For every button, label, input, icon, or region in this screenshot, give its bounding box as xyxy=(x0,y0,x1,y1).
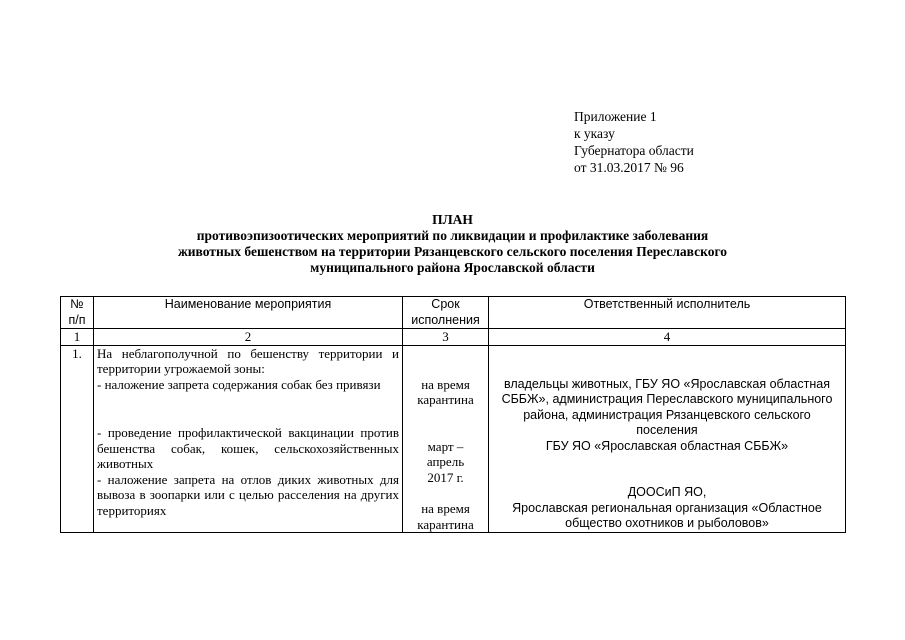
term-3-line-b: карантина xyxy=(417,516,474,532)
table-colnum-row xyxy=(61,329,846,346)
term-1-line-b: карантина xyxy=(417,392,474,407)
resp-3-line-a: ДООСиП ЯО, xyxy=(627,485,707,499)
table-header-row xyxy=(61,297,846,329)
activity-item-1: - наложение запрета содержания собак без привязи xyxy=(97,376,381,392)
header-resp: Ответственный исполнитель xyxy=(489,297,846,329)
activity-item-2: - проведение профилактической вакцинации против бешенства собак, кошек, сельскохозяйственных животных xyxy=(97,425,399,471)
term-3-line-a: на время xyxy=(421,501,470,516)
resp-1: владельцы животных, ГБУ ЯО «Ярославская областная СББЖ», администрация Переславского муниципального района, администрация Рязанцевского сельского поселения xyxy=(501,376,833,437)
title-line-3: муниципального района Ярославской области xyxy=(310,260,595,275)
plan-table xyxy=(60,296,846,533)
header-term xyxy=(403,297,489,329)
term-1-line-a: на время xyxy=(421,376,470,392)
header-num xyxy=(61,297,94,329)
resp-2: ГБУ ЯО «Ярославская областная СББЖ» xyxy=(545,438,789,453)
annex-line-4: от 31.03.2017 № 96 xyxy=(574,160,684,175)
colnum-3: 3 xyxy=(403,329,489,346)
row-activities xyxy=(94,345,403,533)
activity-item-3: - наложение запрета на отлов диких животных для вывоза в зоопарки или с целью расселения на других территориях xyxy=(97,471,399,518)
table-row xyxy=(61,345,846,533)
annex-line-3: Губернатора области xyxy=(574,143,694,158)
colnum-4: 4 xyxy=(489,329,846,346)
document-title xyxy=(60,212,845,276)
colnum-1: 1 xyxy=(61,329,94,346)
annex-line-1: Приложение 1 xyxy=(574,109,657,124)
title-heading: ПЛАН xyxy=(432,212,473,227)
resp-3-line-b: Ярославская региональная организация «Областное общество охотников и рыболовов» xyxy=(512,500,822,530)
row-responsible xyxy=(489,345,846,533)
header-term-line-2: исполнения xyxy=(411,312,480,327)
colnum-2: 2 xyxy=(94,329,403,346)
term-2-line-c: 2017 г. xyxy=(427,469,464,485)
header-name: Наименование мероприятия xyxy=(94,297,403,329)
term-2-line-a: март – xyxy=(427,438,464,454)
title-line-1: противоэпизоотических мероприятий по ликвидации и профилактике заболевания xyxy=(196,228,709,243)
header-num-line-1: № xyxy=(70,297,84,311)
row-num: 1. xyxy=(61,345,94,533)
activity-intro: На неблагополучной по бешенству территории и территории угрожаемой зоны: xyxy=(97,345,399,376)
row-terms xyxy=(403,345,489,533)
term-2-line-b: апрель xyxy=(426,454,465,469)
annex-block xyxy=(574,108,694,176)
title-line-2: животных бешенством на территории Рязанцевского сельского поселения Переславского xyxy=(177,244,728,259)
annex-line-2: к указу xyxy=(574,126,615,141)
header-term-line-1: Срок xyxy=(431,297,460,311)
header-num-line-2: п/п xyxy=(68,312,86,327)
